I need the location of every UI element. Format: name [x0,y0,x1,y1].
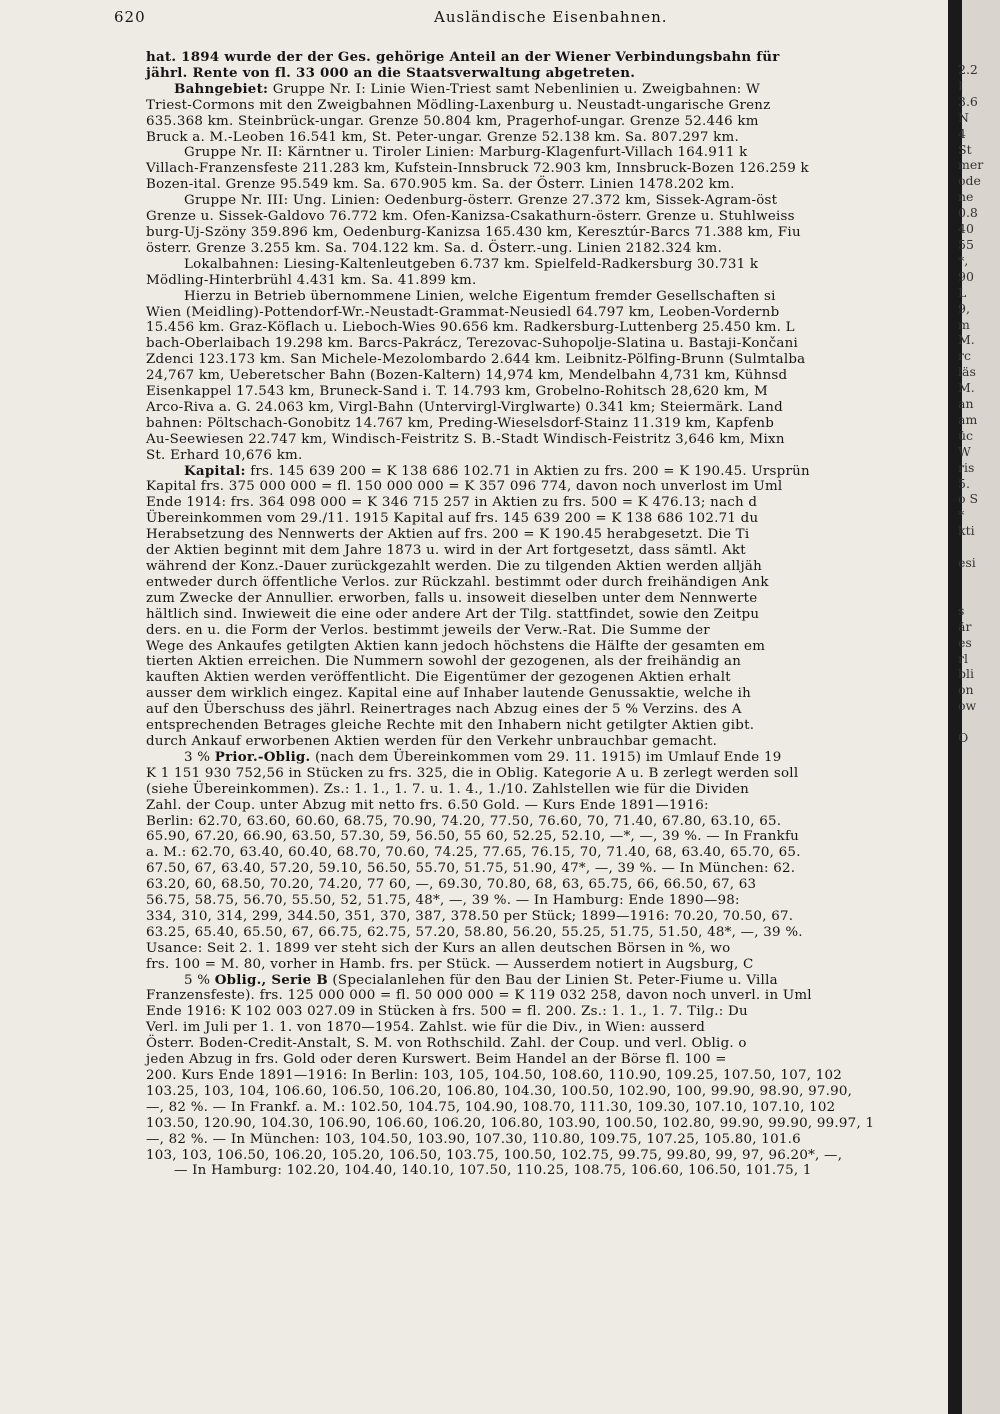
text-line: auf den Überschuss des jährl. Reinertrages nach Abzug eines der 5 % Verzins. des A [146,702,742,718]
margin-fragment: ne [958,189,974,205]
margin-fragment: rl [958,650,968,666]
margin-fragment: mer [958,157,984,173]
text-line: Kapital: frs. 145 639 200 = K 138 686 102.71 in Aktien zu frs. 200 = K 190.45. Ursprün [184,462,810,479]
text-line: —, 82 %. — In Frankf. a. M.: 102.50, 104.75, 104.90, 108.70, 111.30, 109.30, 107.10, 107.10, 102 [146,1099,836,1115]
text-line: Lokalbahnen: Liesing-Kaltenleutgeben 6.737 km. Spielfeld-Radkersburg 30.731 k [184,256,759,272]
text-line: 103.25, 103, 104, 106.60, 106.50, 106.20, 106.80, 104.30, 100.50, 102.90, 100, 99.90, 98.90, 97.90, [146,1083,853,1099]
margin-fragment: bli [958,666,974,682]
text-line: Übereinkommen vom 29./11. 1915 Kapital auf frs. 145 639 200 = K 138 686 102.71 du [146,511,759,527]
text-line: ders. en u. die Form der Verlos. bestimmt jeweils der Verw.-Rat. Die Summe der [146,622,710,638]
text-line: 24,767 km, Ueberetscher Bahn (Bozen-Kaltern) 14,974 km, Mendelbahn 4,731 km, Kühnsd [146,368,788,384]
text-line: Berlin: 62.70, 63.60, 60.60, 68.75, 70.90, 74.20, 77.50, 76.60, 70, 71.40, 67.80, 63.10, 65. [146,813,782,829]
margin-fragment: M. [958,380,975,396]
margin-fragment: N [958,109,969,125]
text-line: Gruppe Nr. III: Ung. Linien: Oedenburg-österr. Grenze 27.372 km, Sissek-Agram-öst [184,193,778,209]
text-line: hältlich sind. Inwieweit die eine oder andere Art der Tilg. stattfindet, sowie den Zeitpu [146,606,760,622]
margin-fragment: 3.6 [958,93,978,109]
text-line: Grenze u. Sissek-Galdovo 76.772 km. Ofen-Kanizsa-Csakathurn-österr. Grenze u. Stuhlweiss [146,209,795,225]
text-line: 67.50, 67, 63.40, 57.20, 59.10, 56.50, 55.70, 51.75, 51.90, 47*, —, 39 %. — In München: 62. [146,861,796,877]
text-line: 5 % Oblig., Serie B (Specialanlehen für den Bau der Linien St. Peter-Fiume u. Villa [184,971,778,988]
text-line: Arco-Riva a. G. 24.063 km, Virgl-Bahn (Untervirgl-Virglwarte) 0.341 km; Steiermärk. Land [146,399,783,415]
margin-fragment: O [958,730,969,746]
text-line: 200. Kurs Ende 1891—1916: In Berlin: 103, 105, 104.50, 108.60, 110.90, 109.25, 107.50, 107, 102 [146,1068,843,1083]
margin-fragment: L [958,284,967,300]
article-body [146,50,936,1179]
text-line: Usance: Seit 2. 1. 1899 ver steht sich der Kurs an allen deutschen Börsen in %, wo [146,940,731,956]
margin-fragment: o S [958,491,979,507]
text-line: Hierzu in Betrieb übernommene Linien, welche Eigentum fremder Gesellschaften si [184,288,776,304]
text-line: Herabsetzung des Nennwerts der Aktien auf frs. 200 = K 190.45 herabgesetzt. Die Ti [146,527,750,543]
text-line: entsprechenden Betrages gleiche Rechte mit den Inhabern nicht getilgter Aktien gibt. [146,718,755,734]
text-line: tierten Aktien erreichen. Die Nummern sowohl der gezogenen, als der freihändig an [146,654,742,670]
text-line: Mödling-Hinterbrühl 4.431 km. Sa. 41.899 km. [146,272,477,288]
text-line: Au-Seewiesen 22.747 km, Windisch-Feistritz S. B.-Stadt Windisch-Feistritz 3,646 km, Mixn [146,431,785,447]
text-line: österr. Grenze 3.255 km. Sa. 704.122 km. Sa. d. Österr.-ung. Linien 2182.324 km. [146,240,722,256]
margin-fragment: 40 [958,221,974,237]
margin-fragment: esi [958,555,976,571]
text-line: zum Zwecke der Annullier. erworben, falls u. insoweit dieselben unter dem Nennwerte [146,590,758,606]
text-line: 63.20, 60, 68.50, 70.20, 74.20, 77 60, —, 69.30, 70.80, 68, 63, 65.75, 66, 66.50, 67, 63 [146,877,757,893]
text-line: Eisenkappel 17.543 km, Bruneck-Sand i. T. 14.793 km, Grobelno-Rohitsch 28,620 km, M [146,384,768,400]
text-line: 635.368 km. Steinbrück-ungar. Grenze 50.804 km, Pragerhof-ungar. Grenze 52.446 km [146,113,759,129]
margin-fragment: 5. [958,475,970,491]
text-line: 3 % Prior.-Oblig. (nach dem Übereinkommen vom 29. 11. 1915) im Umlauf Ende 19 [184,748,782,765]
text-line: 15.456 km. Graz-Köflach u. Lieboch-Wies 90.656 km. Radkersburg-Luttenberg 25.450 km. L [146,320,795,336]
text-line: entweder durch öffentliche Verlos. zur Rückzahl. bestimmt oder durch freihändigen Ank [146,574,769,590]
margin-fragment: 2.2 [958,62,978,77]
text-line: Kapital frs. 375 000 000 = fl. 150 000 000 = K 357 096 774, davon noch unverlost im Uml [146,479,783,495]
margin-fragment: I [958,77,963,93]
margin-fragment: *, [958,252,969,268]
text-line: Triest-Cormons mit den Zweigbahnen Mödling-Laxenburg u. Neustadt-ungarische Grenz [146,97,771,113]
text-line: Ende 1914: frs. 364 098 000 = K 346 715 257 in Aktien zu frs. 500 = K 476.13; nach d [146,495,758,511]
text-line: K 1 151 930 752,56 in Stücken zu frs. 325, die in Oblig. Kategorie A u. B zerlegt werden soll [146,765,799,781]
margin-fragment: am [958,411,978,427]
margin-fragment: 4 [958,125,966,141]
text-line: bahnen: Pöltschach-Gonobitz 14.767 km, Preding-Wieselsdorf-Stainz 11.319 km, Kapfenb [146,415,775,431]
text-line: Wien (Meidling)-Pottendorf-Wr.-Neustadt-Grammat-Neusiedl 64.797 km, Leoben-Vordernb [146,304,780,320]
margin-fragment [958,714,983,730]
text-line: Zdenci 123.173 km. San Michele-Mezolombardo 2.644 km. Leibnitz-Pölfing-Brunn (Sulmtalba [146,352,806,368]
oblig-rate: 5 % [184,972,211,988]
text-line: St. Erhard 10,676 km. [146,447,303,463]
margin-fragment: är [958,618,972,634]
text-line: hat. 1894 wurde der der Ges. gehörige Anteil an der Wiener Verbindungsbahn für [146,49,780,65]
text-line: jährl. Rente von fl. 33 000 an die Staatsverwaltung abgetreten. [146,64,636,81]
page-number: 620 [114,8,146,26]
text-line: Wege des Ankaufes getilgten Aktien kann jedoch höchstens die Hälfte der gesamten em [146,638,766,654]
margin-fragment: M. [958,332,975,348]
margin-fragment: an [958,396,974,412]
text-line: Bozen-ital. Grenze 95.549 km. Sa. 670.905 km. Sa. der Österr. Linien 1478.202 km. [146,177,735,193]
text-line: Verl. im Juli per 1. 1. von 1870—1954. Zahlst. wie für die Div., in Wien: ausserd [146,1020,706,1036]
text-line: 334, 310, 314, 299, 344.50, 351, 370, 387, 378.50 per Stück; 1899—1916: 70.20, 70.50, 67. [146,908,794,924]
margin-fragment [958,539,983,555]
text-line: frs. 100 = M. 80, vorher in Hamb. frs. per Stück. — Ausserdem notiert in Augsburg, C [146,956,754,972]
text-line: Bruck a. M.-Leoben 16.541 km, St. Peter-ungar. Grenze 52.138 km. Sa. 807.297 km. [146,129,739,145]
margin-fragment: W [958,443,971,459]
margin-fragment: s [958,602,965,618]
text-line: a. M.: 62.70, 63.40, 60.40, 68.70, 70.60, 74.25, 77.65, 76.15, 70, 71.40, 68, 63.40, 65.70, 65. [146,845,801,861]
text-line: ausser dem wirklich eingez. Kapital eine auf Inhaber lautende Genussaktie, welche ih [146,686,752,702]
text-line: 63.25, 65.40, 65.50, 67, 66.75, 62.75, 57.20, 58.80, 56.20, 55.25, 51.75, 51.50, 48*, —, 39 %. [146,924,803,940]
margin-fragment: 9, [958,300,970,316]
page-header [114,8,914,36]
margin-fragment: rc [958,348,971,364]
text-line: Franzensfeste). frs. 125 000 000 = fl. 50 000 000 = K 119 032 258, davon noch unverl. in Uml [146,988,812,1004]
text-line: jeden Abzug in frs. Gold oder deren Kurswert. Beim Handel an der Börse fl. 100 = [146,1052,727,1068]
adjacent-page-fragments [958,62,983,746]
section-heading-bahngebiet: Bahngebiet: [174,80,269,97]
margin-fragment: ode [958,173,981,189]
text-line: 103.50, 120.90, 104.30, 106.90, 106.60, 106.20, 106.80, 103.90, 100.50, 102.80, 99.90, 99.90, 99.97, 1 [146,1115,875,1131]
margin-fragment: ow [958,698,977,714]
text-line: — In Hamburg: 102.20, 104.40, 140.10, 107.50, 110.25, 108.75, 106.60, 106.50, 101.75, 1 [174,1163,812,1179]
text-line: Österr. Boden-Credit-Anstalt, S. M. von Rothschild. Zahl. der Coup. und verl. Oblig. o [146,1036,747,1052]
section-heading-prior-oblig: Prior.-Oblig. [214,748,311,765]
margin-fragment: on [958,682,974,698]
running-title: Ausländische Eisenbahnen. [434,8,668,26]
text-line: bach-Oberlaibach 19.298 km. Barcs-Pakrácz, Terezovac-Suhopolje-Slatina u. Bastaji-Končani [146,336,799,352]
prior-oblig-rate: 3 % [184,749,211,765]
margin-fragment: 90 [958,268,974,284]
margin-fragment: * [958,507,965,523]
margin-fragment: läs [958,364,976,380]
margin-fragment [958,587,983,603]
text-line: 65.90, 67.20, 66.90, 63.50, 57.30, 59, 56.50, 55 60, 52.25, 52.10, —*, —, 39 %. — In Frankfu [146,829,800,845]
section-heading-oblig-serie-b: Oblig., Serie B [214,971,328,988]
text-line: der Aktien beginnt mit dem Jahre 1873 u. wird in der Art fortgesetzt, dass sämtl. Akt [146,543,746,559]
text-line: 56.75, 58.75, 56.70, 55.50, 52, 51.75, 48*, —, 39 %. — In Hamburg: Ende 1890—98: [146,893,740,909]
margin-fragment [958,571,983,587]
text-line: durch Ankauf erworbenen Aktien werden für den Verkehr unbrauchbar gemacht. [146,733,718,749]
margin-fragment: 0.8 [958,205,978,221]
text-line: Bahngebiet: Gruppe Nr. I: Linie Wien-Triest samt Nebenlinien u. Zweigbahnen: W [174,80,760,97]
section-heading-kapital: Kapital: [184,462,246,479]
text-line: Gruppe Nr. II: Kärntner u. Tiroler Linien: Marburg-Klagenfurt-Villach 164.911 k [184,145,748,161]
margin-fragment: St [958,141,972,157]
text-line: während der Konz.-Dauer zurückgezahlt werden. Die zu tilgenden Aktien werden alljäh [146,559,762,574]
margin-fragment: ris [958,459,975,475]
margin-fragment: 55 [958,236,974,252]
text-line: Zahl. der Coup. unter Abzug mit netto frs. 6.50 Gold. — Kurs Ende 1891—1916: [146,797,709,813]
text-line: burg-Uj-Szöny 359.896 km, Oedenburg-Kanizsa 165.430 km, Keresztúr-Barcs 71.388 km, Fiu [146,224,801,240]
margin-fragment: kti [958,523,975,539]
text-line: Villach-Franzensfeste 211.283 km, Kufstein-Innsbruck 72.903 km, Innsbruck-Bozen 126.259 k [146,161,809,177]
margin-fragment: üc [958,427,974,443]
text-line: (siehe Übereinkommen). Zs.: 1. 1., 1. 7. u. 1. 4., 1./10. Zahlstellen wie für die Dividen [146,781,750,797]
margin-fragment: es [958,634,972,650]
text-line: Ende 1916: K 102 003 027.09 in Stücken à frs. 500 = fl. 200. Zs.: 1. 1., 1. 7. Tilg.: Du [146,1004,748,1020]
text-line: —, 82 %. — In München: 103, 104.50, 103.90, 107.30, 110.80, 109.75, 107.25, 105.80, 101.6 [146,1131,801,1147]
text-line: kauften Aktien werden veröffentlicht. Die Eigentümer der gezogenen Aktien erhalt [146,670,731,686]
text-line: 103, 103, 106.50, 106.20, 105.20, 106.50, 103.75, 100.50, 102.75, 99.75, 99.80, 99, 97, 96.20*, —, [146,1147,843,1163]
margin-fragment: m [958,316,970,332]
